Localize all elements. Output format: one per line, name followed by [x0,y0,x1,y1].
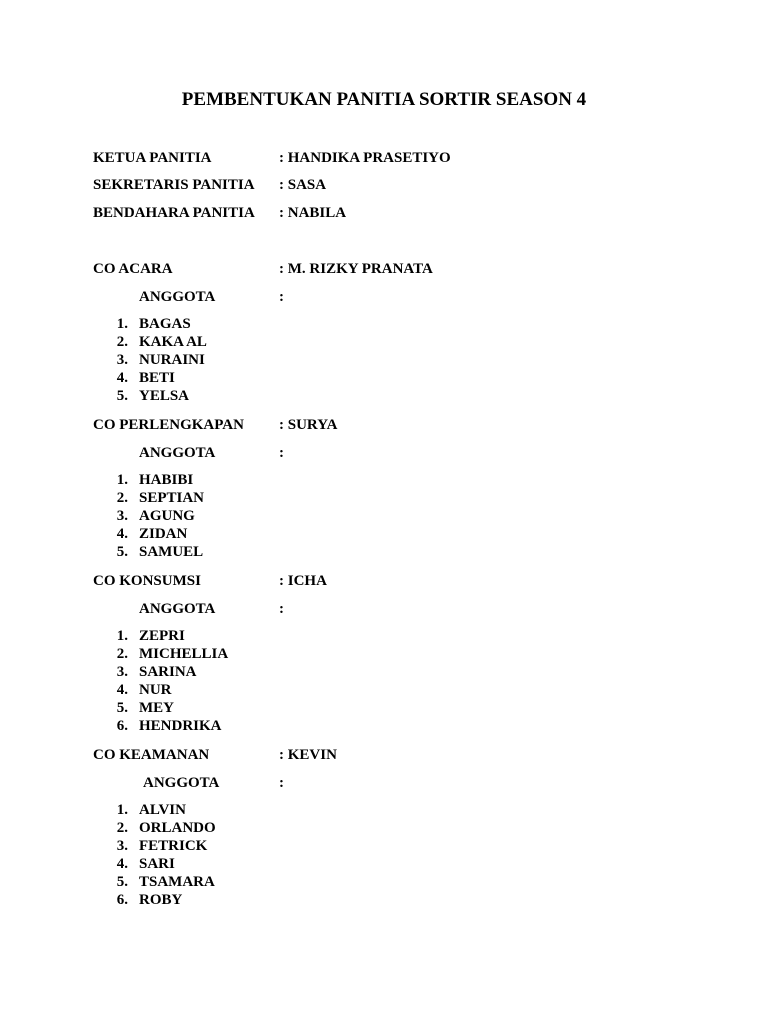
list-number: 5. [116,544,128,560]
co-keamanan-label: CO KEAMANAN [93,747,210,763]
co-keamanan-value: : KEVIN [279,747,337,763]
list-number: 2. [116,646,128,662]
co-acara-member-list [112,315,207,405]
co-perlengkapan-value: : SURYA [279,417,338,433]
list-item [112,471,194,489]
member-name: BETI [139,370,175,386]
co-keamanan-member-list [112,801,216,909]
list-item [112,699,174,717]
anggota-label: ANGGOTA [139,445,216,461]
member-name: HENDRIKA [139,718,222,734]
list-number: 1. [116,802,128,818]
member-name: SAMUEL [139,544,204,560]
list-item [112,351,205,369]
list-number: 5. [116,388,128,404]
anggota-label: ANGGOTA [143,775,220,791]
bendahara-label: BENDAHARA PANITIA [93,205,255,221]
list-number: 2. [116,334,128,350]
list-item [112,315,191,333]
list-item [112,819,216,837]
anggota-separator: : [279,445,284,461]
anggota-separator: : [279,775,284,791]
bendahara-value: : NABILA [279,205,347,221]
member-name: KAKA AL [139,334,207,350]
ketua-value: : HANDIKA PRASETIYO [279,150,451,166]
list-item [112,333,207,351]
list-item [112,837,208,855]
list-item [112,627,185,645]
member-name: ORLANDO [139,820,216,836]
anggota-separator: : [279,601,284,617]
list-item [112,717,222,735]
member-name: MEY [139,700,174,716]
member-name: YELSA [139,388,190,404]
member-name: NUR [139,682,172,698]
co-acara-label: CO ACARA [93,261,173,277]
list-number: 5. [116,700,128,716]
list-number: 6. [116,718,128,734]
member-name: ZIDAN [139,526,188,542]
list-number: 3. [116,664,128,680]
member-name: FETRICK [139,838,208,854]
list-item [112,801,186,819]
member-name: ZEPRI [139,628,185,644]
member-name: SEPTIAN [139,490,205,506]
anggota-label: ANGGOTA [139,289,216,305]
member-name: SARINA [139,664,197,680]
list-item [112,663,197,681]
co-konsumsi-label: CO KONSUMSI [93,573,201,589]
list-number: 4. [116,856,128,872]
member-name: NURAINI [139,352,205,368]
list-item [112,525,188,543]
member-name: TSAMARA [139,874,215,890]
co-acara-value: : M. RIZKY PRANATA [279,261,433,277]
list-item [112,387,190,405]
member-name: SARI [139,856,175,872]
list-number: 3. [116,508,128,524]
list-number: 6. [116,892,128,908]
member-name: MICHELLIA [139,646,229,662]
sekretaris-value: : SASA [279,177,327,193]
sekretaris-label: SEKRETARIS PANITIA [93,177,255,193]
list-number: 1. [116,472,128,488]
list-number: 4. [116,526,128,542]
member-name: HABIBI [139,472,194,488]
member-name: ROBY [139,892,183,908]
list-item [112,855,175,873]
co-perlengkapan-member-list [112,471,205,561]
list-number: 5. [116,874,128,890]
anggota-separator: : [279,289,284,305]
list-number: 1. [116,316,128,332]
list-number: 2. [116,490,128,506]
ketua-label: KETUA PANITIA [93,150,212,166]
list-number: 3. [116,352,128,368]
list-item [112,645,229,663]
list-item [112,543,204,561]
list-item [112,891,183,909]
member-name: AGUNG [139,508,195,524]
list-item [112,681,172,699]
member-name: ALVIN [139,802,186,818]
list-number: 4. [116,682,128,698]
co-konsumsi-member-list [112,627,229,735]
list-item [112,873,215,891]
list-number: 2. [116,820,128,836]
list-item [112,489,205,507]
member-name: BAGAS [139,316,191,332]
list-number: 3. [116,838,128,854]
anggota-label: ANGGOTA [139,601,216,617]
list-item [112,369,175,387]
co-konsumsi-value: : ICHA [279,573,327,589]
list-number: 4. [116,370,128,386]
co-perlengkapan-label: CO PERLENGKAPAN [93,417,244,433]
document-title: PEMBENTUKAN PANITIA SORTIR SEASON 4 [181,89,587,110]
list-number: 1. [116,628,128,644]
list-item [112,507,195,525]
